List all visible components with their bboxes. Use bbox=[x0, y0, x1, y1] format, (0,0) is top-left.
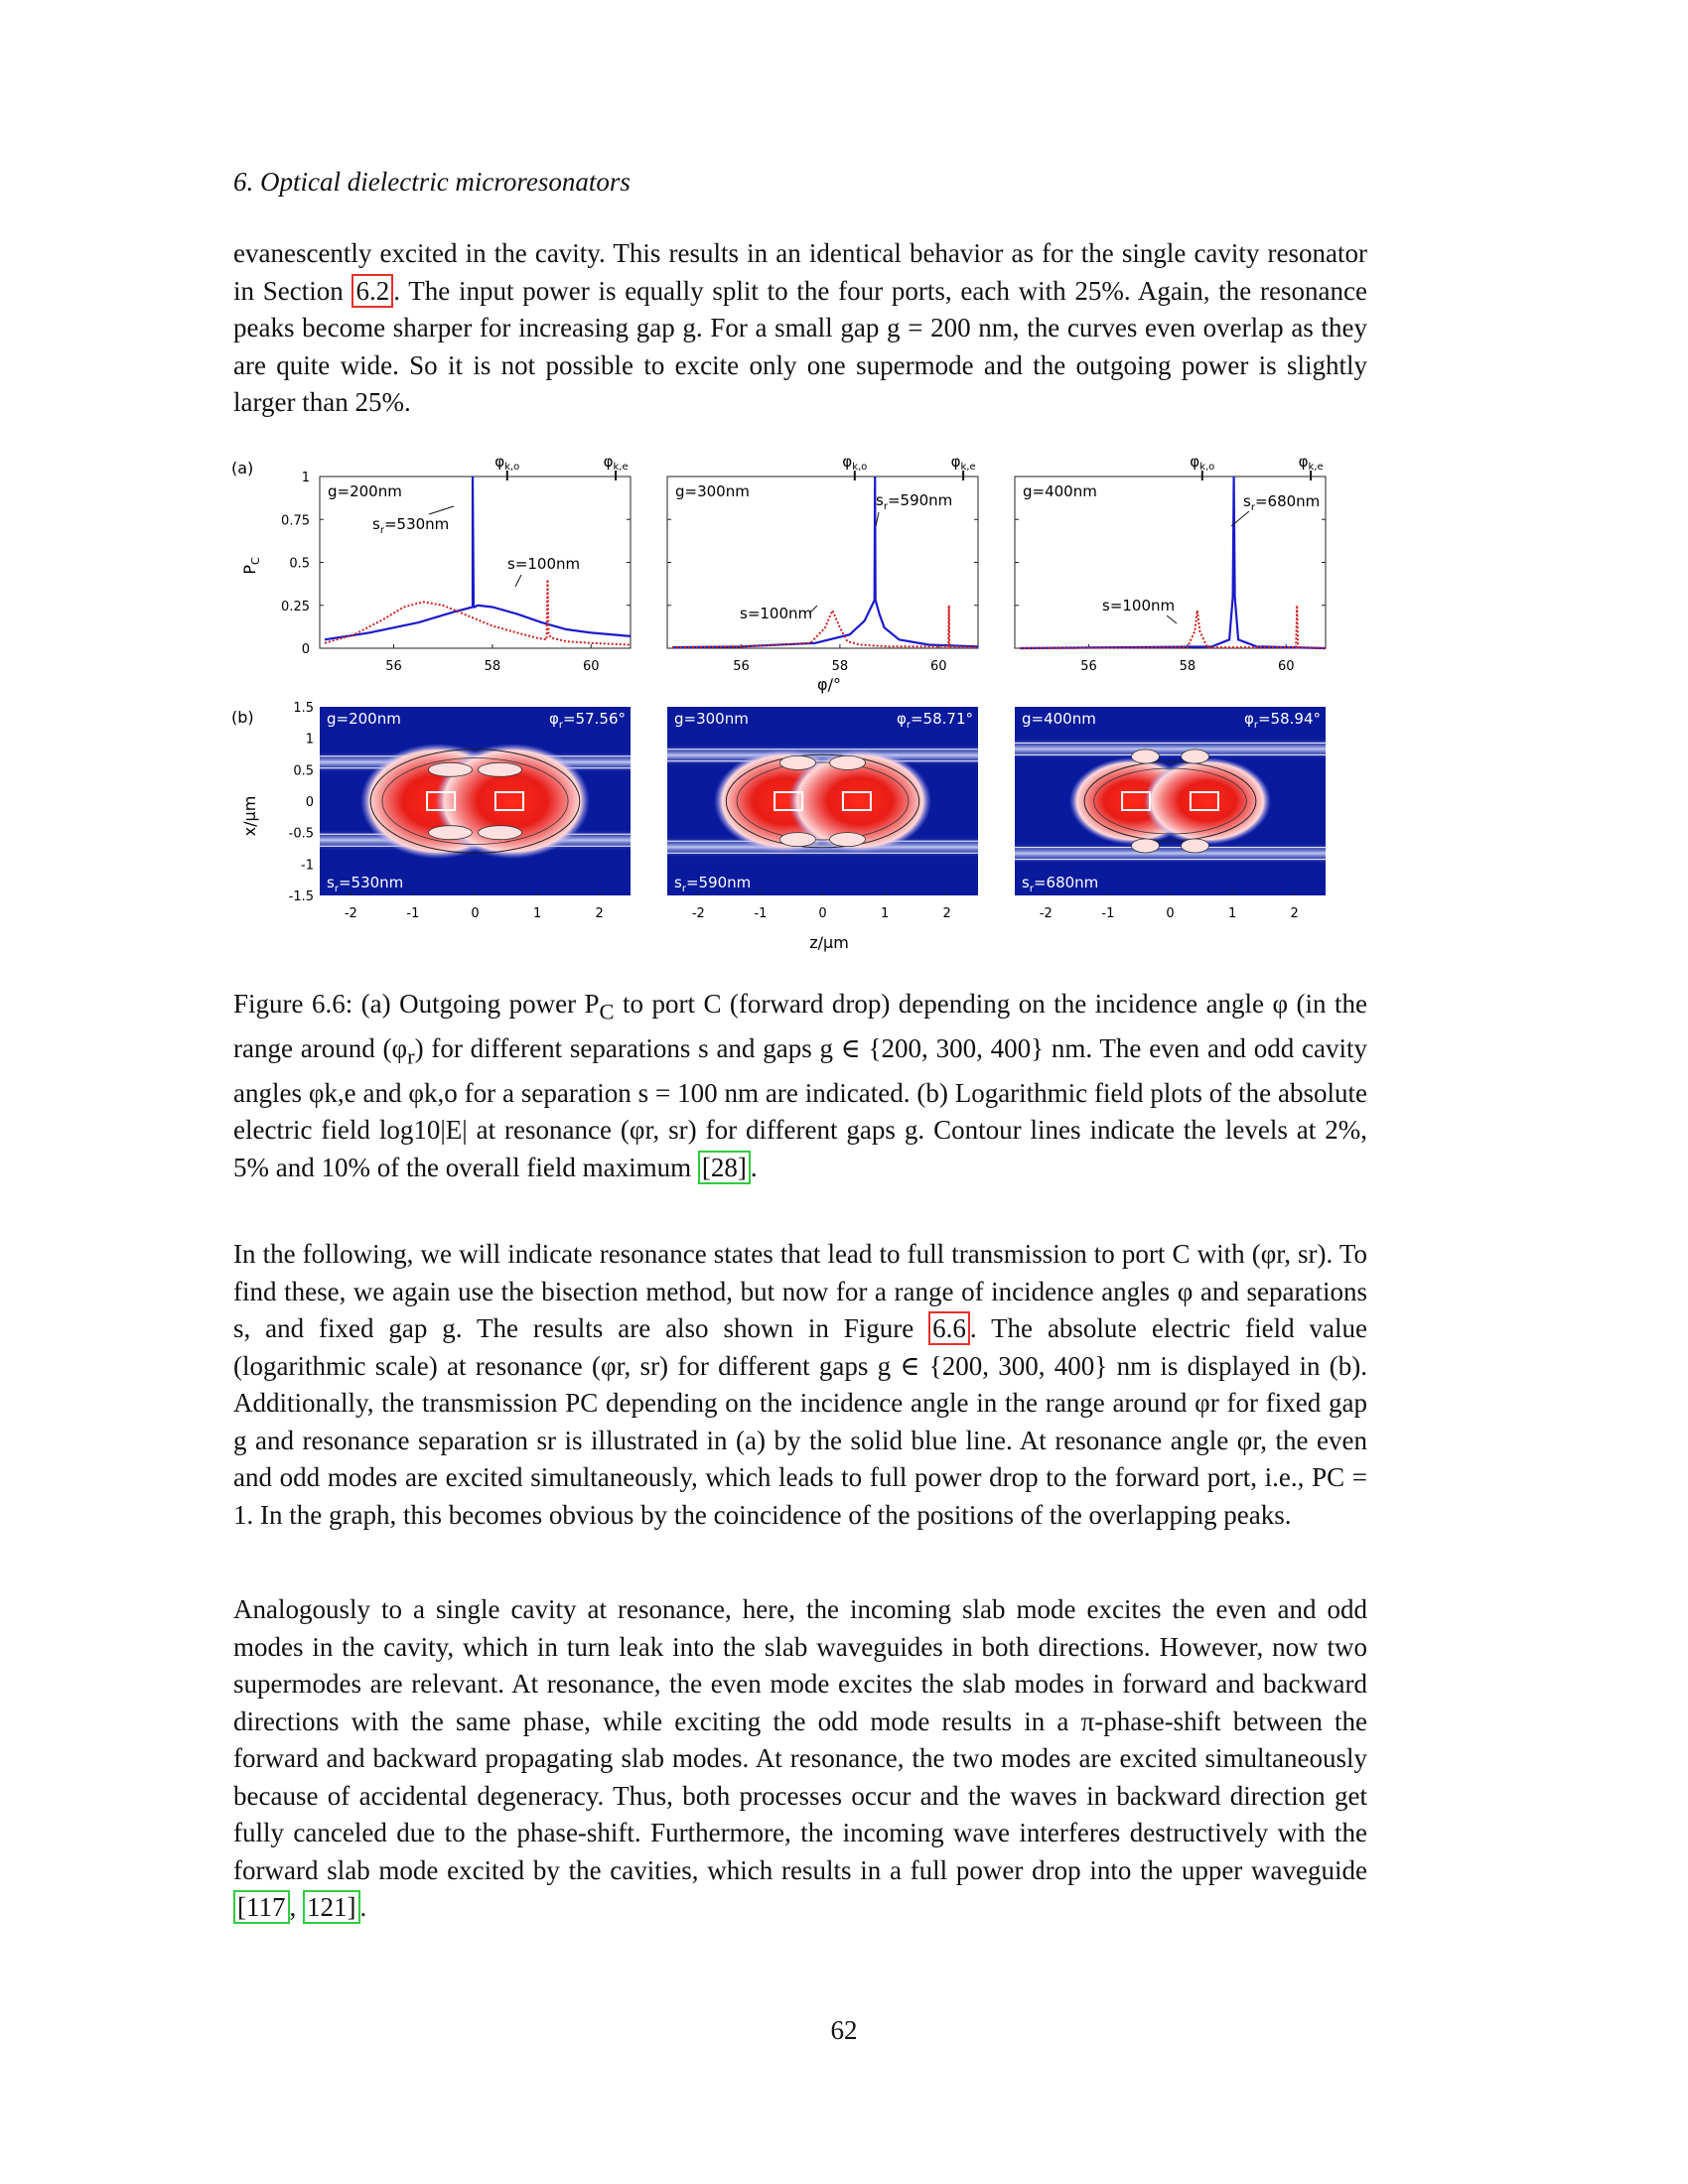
series-line-s100 bbox=[325, 580, 631, 645]
figure-6-6 bbox=[223, 447, 1365, 963]
sr-label: $s_r=680nm$ bbox=[1022, 874, 1099, 894]
a-ylabel bbox=[240, 557, 262, 575]
contour-lobe bbox=[1131, 839, 1159, 853]
annotation-line bbox=[515, 575, 521, 587]
section-ref-link[interactable]: 6.2 bbox=[352, 274, 393, 308]
y-tick-label: 0 bbox=[301, 642, 310, 657]
x-tick-label: 60 bbox=[1277, 659, 1295, 674]
x-tick-label: 56 bbox=[733, 659, 750, 674]
phi-ke-label: $\varphi_{k,e}$ bbox=[950, 453, 976, 473]
phi-ke-label: $\varphi_{k,e}$ bbox=[603, 453, 629, 473]
field-lobe bbox=[1144, 757, 1271, 845]
panel-b2 bbox=[667, 707, 978, 921]
gap-label: g=200nm bbox=[328, 482, 402, 500]
citation-link[interactable]: [28] bbox=[698, 1151, 751, 1184]
y-tick-label: -0.5 bbox=[288, 826, 314, 842]
y-tick-label: -1 bbox=[301, 858, 314, 874]
a-xlabel: φ/° bbox=[817, 675, 841, 694]
figure-caption bbox=[233, 986, 1367, 1186]
y-tick-label: 0 bbox=[305, 795, 314, 810]
annotation-line bbox=[429, 506, 454, 514]
series-line-resonance bbox=[325, 477, 631, 639]
y-tick-label: 1.5 bbox=[293, 701, 314, 716]
x-tick-label: 60 bbox=[582, 659, 600, 674]
x-tick-label: -2 bbox=[1039, 906, 1053, 921]
text-span: to port C (forward drop) depending on the incidence angle φ (in the range around (φ bbox=[233, 989, 1368, 1063]
y-tick-label: 0.5 bbox=[293, 763, 314, 779]
y-tick-label: 0.5 bbox=[289, 556, 310, 572]
phi-r-label: $\varphi_r=58.94^\circ$ bbox=[1243, 710, 1321, 731]
slab-glow bbox=[1015, 843, 1326, 865]
contour-lobe bbox=[479, 762, 522, 776]
phi-ko-label: $\varphi_{k,o}$ bbox=[1190, 453, 1215, 473]
s-label: s=100nm bbox=[507, 555, 581, 573]
sr-label: $s_r=530nm$ bbox=[327, 874, 404, 894]
s-label: s=100nm bbox=[740, 605, 813, 622]
text-span: . bbox=[359, 1892, 367, 1922]
b-ylabel: x/μm bbox=[240, 795, 259, 837]
contour-lobe bbox=[830, 755, 866, 769]
paragraph-intro bbox=[233, 235, 1367, 422]
text-span: evanescently excited in the cavity. This results in an identical behavior as for the single cavity resonator in Section bbox=[233, 238, 1367, 306]
panel-a1 bbox=[281, 453, 631, 674]
plot-frame bbox=[320, 477, 631, 648]
x-tick-label: 0 bbox=[818, 906, 827, 921]
phi-ke-label: $\varphi_{k,e}$ bbox=[1298, 453, 1324, 473]
x-tick-label: 1 bbox=[880, 906, 890, 921]
s-label: s=100nm bbox=[1102, 597, 1176, 614]
b-xlabel: z/μm bbox=[809, 933, 849, 952]
contour-lobe bbox=[428, 762, 472, 776]
text-span: r bbox=[407, 1043, 415, 1069]
sr-label: $s_r=590nm$ bbox=[674, 874, 752, 894]
panel-a-label: (a) bbox=[231, 459, 254, 478]
svg-text:PC: $P_C$ bbox=[240, 557, 262, 575]
x-tick-label: 2 bbox=[942, 906, 951, 921]
contour-lobe bbox=[1131, 750, 1159, 763]
x-tick-label: 0 bbox=[471, 906, 480, 921]
panels-b-group bbox=[289, 701, 1326, 921]
text-span: C bbox=[599, 999, 615, 1024]
phi-r-label: $\varphi_r=57.56^\circ$ bbox=[548, 710, 626, 731]
x-tick-label: -2 bbox=[691, 906, 705, 921]
gap-label: g=300nm bbox=[674, 710, 749, 728]
x-tick-label: 1 bbox=[1227, 906, 1237, 921]
x-tick-label: 58 bbox=[831, 659, 849, 674]
x-tick-label: 2 bbox=[1290, 906, 1299, 921]
contour-lobe bbox=[830, 833, 866, 847]
panel-b-label: (b) bbox=[231, 708, 254, 727]
contour-lobe bbox=[428, 826, 472, 840]
slab-glow bbox=[1015, 738, 1326, 759]
panels-a-group bbox=[281, 453, 1326, 674]
sr-label: $s_r=590nm$ bbox=[876, 491, 953, 512]
page-number: 62 bbox=[830, 2015, 858, 2045]
phi-ko-label: $\varphi_{k,o}$ bbox=[842, 453, 868, 473]
citation-link[interactable]: [117 bbox=[233, 1890, 290, 1924]
running-header: 6. Optical dielectric microresonators bbox=[233, 167, 631, 197]
y-tick-label: 1 bbox=[301, 471, 310, 485]
contour-lobe bbox=[1182, 839, 1209, 853]
y-tick-label: -1.5 bbox=[288, 889, 314, 904]
gap-label: g=400nm bbox=[1022, 710, 1096, 728]
contour-lobe bbox=[479, 826, 522, 840]
text-span: In the following, we will indicate resonance states that lead to full transmission to port C with (φr, sr). To find these, we again use the bisection method, but now for a range of incidence angles φ and separations s, and fixed gap g. The results are also shown in Figure bbox=[233, 1239, 1367, 1343]
gap-label: g=400nm bbox=[1023, 482, 1097, 500]
x-tick-label: -1 bbox=[406, 906, 420, 921]
text-span: Analogously to a single cavity at resonance, here, the incoming slab mode excites the even and odd modes in the cavity, which in turn leak into the slab waveguides in both directions. However, now two supermodes are relevant. At resonance, the even mode excites the slab modes in forward and backward directions with the same phase, while exciting the odd mode results in a π-phase-shift between the forward and backward propagating slab modes. At resonance, the two modes are excited simultaneously because of accidental degeneracy. Thus, both processes occur and the waves in backward direction get fully canceled due to the phase-shift. Furthermore, the incoming wave interferes destructively with the forward slab mode excited by the cavities, which results in a full power drop into the upper waveguide bbox=[233, 1594, 1367, 1885]
x-tick-label: 58 bbox=[1179, 659, 1196, 674]
paragraph-analogy bbox=[233, 1591, 1367, 1927]
sr-label: $s_r=680nm$ bbox=[1243, 492, 1321, 513]
x-tick-label: 56 bbox=[385, 659, 402, 674]
x-tick-label: 60 bbox=[929, 659, 947, 674]
gap-label: g=300nm bbox=[675, 482, 750, 500]
x-tick-label: -1 bbox=[754, 906, 768, 921]
text-span: . The absolute electric field value (logarithmic scale) at resonance (φr, sr) for different gaps g ∈ {200, 300, 400} nm is displayed in (b). Additionally, the transmission PC depending on the incidence angle in the range around φr for fixed gap g and resonance separation sr is illustrated in (a) by the solid blue line. At resonance angle φr, the even and odd modes are excited simultaneously, which leads to full power drop to the forward port, i.e., PC = 1. In the graph, this becomes obvious by the coincidence of the positions of the overlapping peaks. bbox=[233, 1313, 1367, 1530]
text-span: , bbox=[289, 1892, 303, 1922]
text-span: . The input power is equally split to the four ports, each with 25%. Again, the resonance peaks become sharper for increasing gap g. For a small gap g = 200 nm, the curves even overlap as they are quite wide. So it is not possible to excite only one supermode and the outgoing power is slightly larger than 25%. bbox=[233, 275, 1367, 417]
x-tick-label: -1 bbox=[1101, 906, 1115, 921]
x-tick-label: -2 bbox=[344, 906, 357, 921]
panel-b3 bbox=[1015, 707, 1326, 921]
panel-a2 bbox=[667, 453, 978, 674]
phi-r-label: $\varphi_r=58.71^\circ$ bbox=[896, 710, 973, 731]
x-tick-label: 56 bbox=[1080, 659, 1097, 674]
field-lobe bbox=[435, 744, 590, 859]
text-span: Figure 6.6: (a) Outgoing power P bbox=[233, 989, 600, 1019]
y-tick-label: 1 bbox=[305, 732, 314, 748]
x-tick-label: 0 bbox=[1166, 906, 1175, 921]
y-tick-label: 0.25 bbox=[281, 599, 310, 614]
sr-label: $s_r=530nm$ bbox=[372, 515, 450, 536]
contour-lobe bbox=[779, 833, 815, 847]
phi-ko-label: $\varphi_{k,o}$ bbox=[494, 453, 520, 473]
contour-lobe bbox=[1182, 750, 1209, 763]
text-span: ) for different separations s and gaps g ∈ {200, 300, 400} nm. The even and odd cavity angles φk,e and φk,o for a separation s = 100 nm are indicated. (b) Logarithmic field plots of the absolute electric field log10|E| at resonance (φr, sr) for different gaps g. Contour lines indicate the levels at 2%, 5% and 10% of the overall field maximum bbox=[233, 1032, 1367, 1182]
annotation-line bbox=[1167, 615, 1177, 623]
panel-b1 bbox=[289, 701, 631, 921]
x-tick-label: 2 bbox=[595, 906, 604, 921]
citation-link[interactable]: 121] bbox=[303, 1890, 360, 1924]
contour-lobe bbox=[779, 755, 815, 769]
paragraph-resonance bbox=[233, 1236, 1367, 1534]
x-tick-label: 58 bbox=[484, 659, 501, 674]
panel-a3 bbox=[1015, 453, 1326, 674]
text-span: . bbox=[750, 1152, 758, 1182]
figure-ref-link[interactable]: 6.6 bbox=[928, 1311, 970, 1345]
y-tick-label: 0.75 bbox=[281, 513, 310, 529]
x-tick-label: 1 bbox=[532, 906, 542, 921]
figure-svg bbox=[223, 447, 1365, 963]
gap-label: g=200nm bbox=[327, 710, 401, 728]
